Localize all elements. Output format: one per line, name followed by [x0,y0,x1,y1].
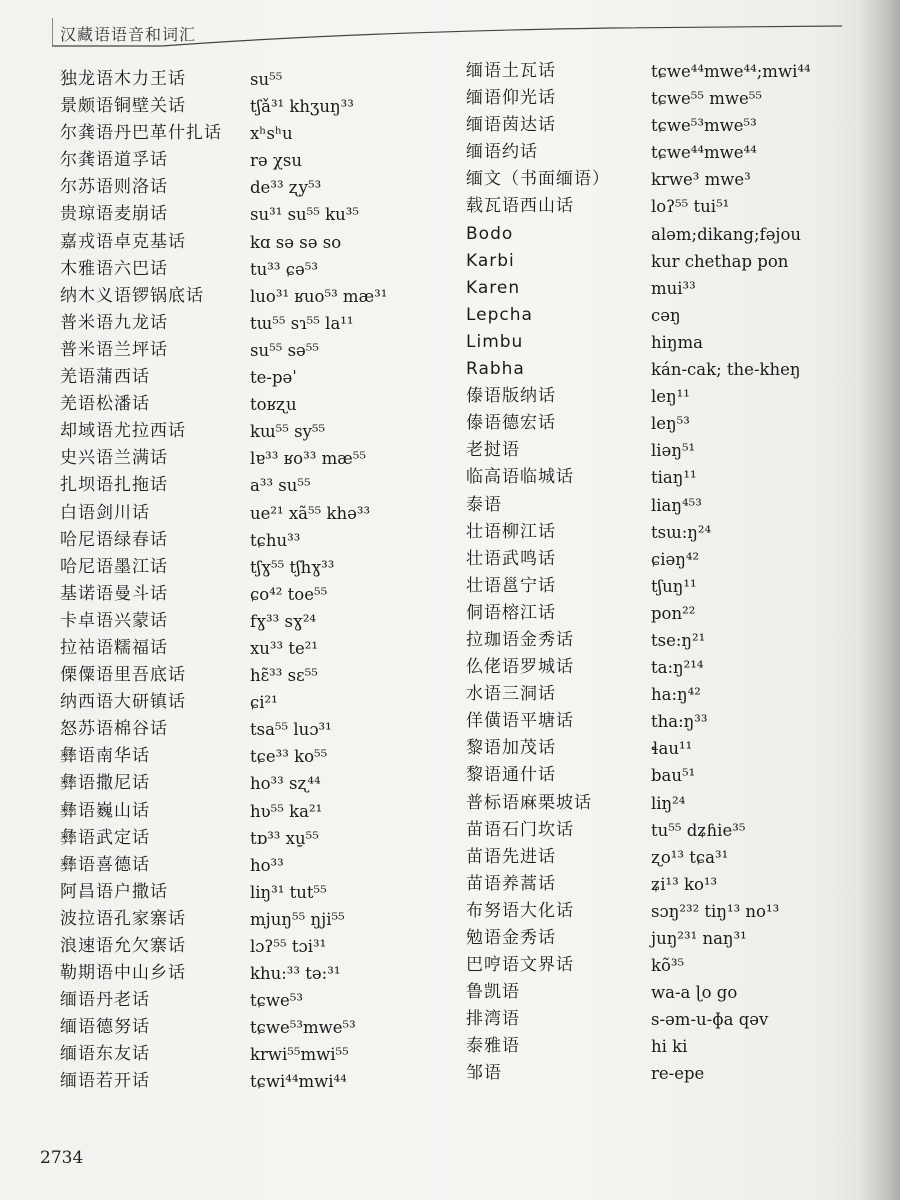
phonetic-form: liŋ³¹ tut⁵⁵ [250,882,327,902]
phonetic-form: leŋ⁵³ [651,414,690,434]
language-name: 缅文（书面缅语） [466,169,610,190]
language-name: 傣语德宏话 [466,413,556,434]
phonetic-form: tɕhu³³ [250,530,301,550]
language-name: 泰雅语 [466,1036,520,1057]
phonetic-form: mui³³ [651,278,696,298]
phonetic-form: tʃuŋ¹¹ [651,576,697,596]
phonetic-form: lɔʔ⁵⁵ tɔi³¹ [250,937,327,956]
right-language-column [466,58,656,1088]
language-name: 缅语东友话 [60,1044,150,1065]
language-name: 仫佬语罗城话 [466,657,574,678]
language-name: 载瓦语西山话 [466,196,574,217]
phonetic-form: tʃɣ⁵⁵ tʃhɣ³³ [250,557,335,577]
language-name: 景颇语铜壁关话 [60,96,186,117]
language-name: Lepcha [466,304,533,325]
phonetic-form: tɕwe⁴⁴mwe⁴⁴ [651,143,757,163]
phonetic-form: liaŋ⁴⁵³ [651,495,702,515]
phonetic-form: liŋ²⁴ [651,793,686,813]
language-name: 布努语大化话 [466,900,574,921]
phonetic-form: lɐ³³ ʁo³³ mæ⁵⁵ [250,449,366,469]
language-name: 纳木义语锣锅底话 [60,285,204,306]
phonetic-form: su⁵⁵ sə⁵⁵ [250,340,320,360]
phonetic-form: wa-a ɭo go [651,983,738,1003]
language-name: 傣语版纳话 [466,386,556,407]
phonetic-form: ʑi¹³ ko¹³ [651,874,718,894]
language-name: 缅语茵达话 [466,115,556,136]
phonetic-form: ue²¹ xã⁵⁵ khə³³ [250,503,371,523]
phonetic-form: leŋ¹¹ [651,387,690,407]
phonetic-form: tɯ⁵⁵ sɿ⁵⁵ la¹¹ [250,313,354,333]
phonetic-form: bau⁵¹ [651,766,696,786]
running-header [52,16,842,48]
phonetic-form: hɛ̃³³ sɛ⁵⁵ [250,666,318,686]
language-name: 羌语松潘话 [60,394,150,415]
language-name: 却域语尤拉西话 [60,421,186,442]
phonetic-form: kur chethap pon [651,251,789,271]
phonetic-form: tu³³ ɕə⁵³ [250,259,318,279]
phonetic-form: tu⁵⁵ dʑɦie³⁵ [651,820,746,840]
language-name: 波拉语孔家寨话 [60,908,186,929]
language-name: 苗语先进话 [466,846,556,867]
language-name: 缅语土瓦话 [466,61,556,81]
language-name: 鲁凯语 [466,982,520,1003]
language-name: 壮语邕宁话 [466,575,556,596]
phonetic-form: aləm;dikang;fəjou [651,224,802,244]
phonetic-form: ɬau¹¹ [651,739,693,759]
phonetic-form: tɕwe⁵³ [250,991,303,1011]
language-name: 怒苏语棉谷话 [60,719,168,740]
language-name: Limbu [466,331,524,352]
language-name: Karbi [466,250,515,271]
language-name: 普米语九龙话 [60,312,168,333]
language-name: 缅语丹老话 [60,990,150,1011]
language-name: 侗语榕江话 [466,602,556,623]
header-title: 汉藏语语音和词汇 [60,25,197,44]
phonetic-form: liəŋ⁵¹ [651,441,696,461]
language-name: 尔龚语丹巴革什扎话 [60,123,222,144]
language-name: 哈尼语墨江话 [60,556,168,577]
phonetic-form: pon²² [651,603,696,623]
phonetic-form: loʔ⁵⁵ tui⁵¹ [651,197,730,217]
language-name: Karen [466,277,521,298]
phonetic-form: cəŋ [651,305,681,325]
phonetic-form: re-epe [651,1064,705,1084]
language-name: 尔龚语道孚话 [60,150,168,171]
phonetic-form: tha:ŋ³³ [651,712,708,732]
language-name: 基诺语曼斗话 [60,583,168,604]
phonetic-form: hi ki [651,1037,688,1057]
phonetic-form: hʋ⁵⁵ ka²¹ [250,801,323,821]
phonetic-form: ho³³ [250,855,284,875]
language-name: 羌语蒲西话 [60,367,150,388]
book-spine-shadow [858,0,900,1200]
language-name: 浪速语允欠寨话 [60,936,186,956]
language-name: 壮语柳江话 [466,521,556,542]
phonetic-form: tsa⁵⁵ luɔ³¹ [250,720,332,740]
phonetic-form: hiŋma [651,332,704,352]
language-name: 邹语 [466,1063,502,1084]
language-name: Rabha [466,359,525,380]
phonetic-form: ɕo⁴² toe⁵⁵ [250,584,328,604]
language-name: 哈尼语绿春话 [60,529,168,550]
language-name: 纳西语大研镇话 [60,692,186,713]
language-name: 彝语喜德话 [60,854,150,875]
phonetic-form: tsɯ:ŋ²⁴ [651,522,712,542]
phonetic-form: tɕwe⁵⁵ mwe⁵⁵ [651,89,762,109]
language-name: 勉语金秀话 [466,928,556,948]
language-name: 尔苏语则洛话 [60,177,168,198]
phonetic-form: su³¹ su⁵⁵ ku³⁵ [250,205,359,225]
language-name: 彝语巍山话 [60,800,150,821]
language-name: 嘉戎语卓克基话 [60,231,186,252]
phonetic-form: tʃǎ³¹ khʒuŋ³³ [250,97,354,117]
language-name: Bodo [466,223,514,244]
phonetic-form: sɔŋ²³² tiŋ¹³ no¹³ [651,901,780,921]
language-name: 彝语南华话 [60,746,150,767]
phonetic-form: xʰsʰu [250,124,293,144]
language-name: 阿昌语户撒话 [60,881,168,902]
phonetic-form: krwi⁵⁵mwi⁵⁵ [250,1045,349,1065]
language-name: 壮语武鸣话 [466,548,556,569]
language-name: 黎语加茂话 [466,738,556,759]
page-number: 2734 [40,1148,84,1168]
phonetic-form: tɕwe⁵³mwe⁵³ [651,116,757,136]
phonetic-form: tiaŋ¹¹ [651,468,697,488]
phonetic-form: ɕi²¹ [250,693,278,713]
language-name: 佯僙语平塘话 [466,711,574,732]
language-name: 排湾语 [466,1009,520,1030]
phonetic-form: s-əm-u-ɸa qəv [651,1010,769,1030]
phonetic-form: a³³ su⁵⁵ [250,476,311,496]
language-name: 普标语麻栗坡话 [466,792,592,813]
phonetic-form: kɑ sə sə so [250,232,342,252]
left-language-column [60,66,250,1096]
phonetic-form: tɕwi⁴⁴mwi⁴⁴ [250,1072,347,1092]
phonetic-form: rə χsu [250,151,302,171]
phonetic-form: ʐo¹³ tɕa³¹ [651,847,729,867]
phonetic-form: krwe³ mwe³ [651,170,751,190]
language-name: 木雅语六巴话 [60,258,168,279]
language-name: 老挝语 [466,440,520,461]
phonetic-form: tɕwe⁴⁴mwe⁴⁴;mwi⁴⁴ [651,62,811,81]
phonetic-form: tse:ŋ²¹ [651,630,706,650]
phonetic-form: ho³³ sʐ⁴⁴ [250,774,321,794]
language-name: 彝语武定话 [60,827,150,848]
phonetic-form: fɣ³³ sɣ²⁴ [250,611,317,631]
language-name: 黎语通什话 [466,765,556,786]
language-name: 贵琼语麦崩话 [60,204,168,225]
phonetic-form: tɕwe⁵³mwe⁵³ [250,1018,356,1038]
phonetic-form: de³³ ʐy⁵³ [250,178,322,198]
language-name: 缅语若开话 [60,1071,150,1092]
phonetic-form: ha:ŋ⁴² [651,685,701,705]
language-name: 拉珈语金秀话 [466,629,574,650]
language-name: 傈僳语里吾底话 [60,665,186,686]
language-name: 卡卓语兴蒙话 [60,610,168,631]
phonetic-form: su⁵⁵ [250,70,283,89]
language-name: 泰语 [466,494,502,515]
phonetic-form: juŋ²³¹ naŋ³¹ [651,929,747,948]
language-name: 水语三洞话 [466,684,556,705]
phonetic-form: kɯ⁵⁵ sy⁵⁵ [250,422,326,442]
phonetic-form: mjuŋ⁵⁵ ŋji⁵⁵ [250,909,345,929]
phonetic-form: tɒ³³ xu̱⁵⁵ [250,828,319,848]
language-name: 史兴语兰满话 [60,448,168,469]
language-name: 苗语石门坎话 [466,819,574,840]
left-form-column [250,66,460,1096]
phonetic-form: kõ³⁵ [651,956,685,976]
language-name: 缅语德努话 [60,1017,150,1038]
language-name: 白语剑川话 [60,502,150,523]
language-name: 临高语临城话 [466,467,574,488]
phonetic-form: xu³³ te²¹ [250,638,319,658]
language-name: 勒期语中山乡话 [60,963,186,984]
right-form-column [651,58,861,1088]
phonetic-form: khu:³³ tə:³¹ [250,964,341,984]
language-name: 彝语撒尼话 [60,773,150,794]
language-name: 缅语约话 [466,142,538,163]
phonetic-form: ɕiəŋ⁴² [651,549,700,569]
phonetic-form: tɕe³³ ko⁵⁵ [250,747,328,767]
phonetic-form: ta:ŋ²¹⁴ [651,658,704,678]
language-name: 拉祜语糯福话 [60,637,168,658]
phonetic-form: toʁʐu [250,395,297,415]
phonetic-form: kán-cak; the-kheŋ [651,360,801,380]
language-name: 苗语养蒿话 [466,873,556,894]
language-name: 扎坝语扎拖话 [60,475,168,496]
phonetic-form: luo³¹ ʁuo⁵³ mæ³¹ [250,286,388,306]
language-name: 巴哼语文界话 [466,955,574,976]
language-name: 普米语兰坪话 [60,339,168,360]
language-name: 缅语仰光话 [466,88,556,109]
phonetic-form: te-pəˈ [250,368,297,388]
language-name: 独龙语木力王话 [60,69,186,89]
